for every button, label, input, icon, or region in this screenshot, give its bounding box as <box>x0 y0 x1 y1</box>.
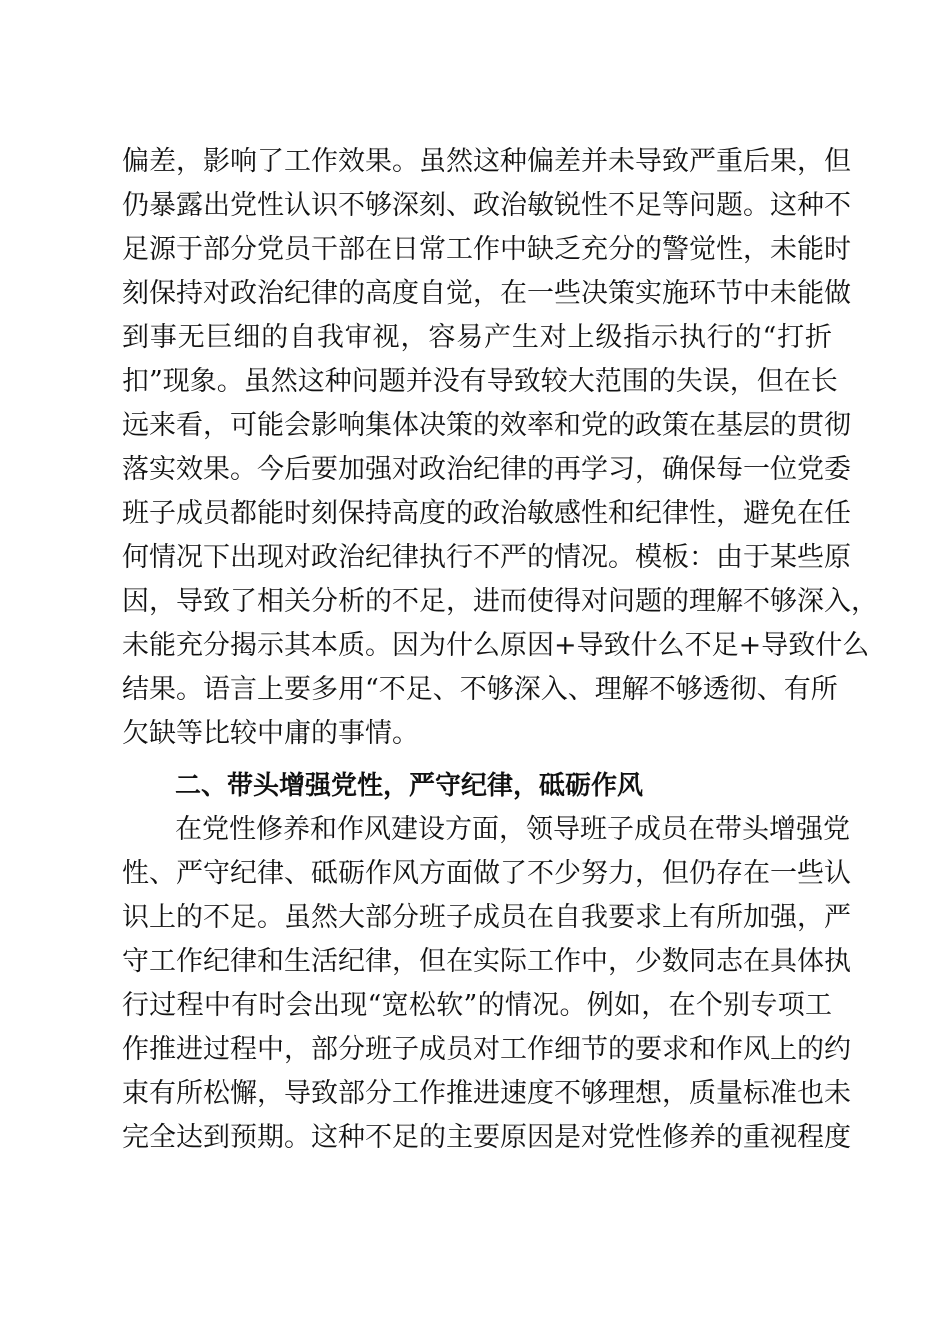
body-text-line: 在党性修养和作风建设方面，领导班子成员在带头增强党 <box>175 814 850 845</box>
body-text-line: 落实效果。今后要加强对政治纪律的再学习，确保每一位党委 <box>122 454 851 485</box>
body-text-line: 仍暴露出党性认识不够深刻、政治敏锐性不足等问题。这种不 <box>122 190 851 221</box>
body-text-line: 欠缺等比较中庸的事情。 <box>122 718 419 749</box>
body-text-line: 性、严守纪律、砥砺作风方面做了不少努力，但仍存在一些认 <box>122 858 851 889</box>
body-text-line: 偏差，影响了工作效果。虽然这种偏差并未导致严重后果，但 <box>122 146 851 177</box>
body-text-line: 作推进过程中，部分班子成员对工作细节的要求和作风上的约 <box>122 1034 851 1065</box>
body-text-line: 何情况下出现对政治纪律执行不严的情况。模板：由于某些原 <box>122 542 851 573</box>
body-text-line: 束有所松懈，导致部分工作推进速度不够理想，质量标准也未 <box>122 1078 851 1109</box>
body-text-line: 班子成员都能时刻保持高度的政治敏感性和纪律性，避免在任 <box>122 498 851 529</box>
body-text-line: 足源于部分党员干部在日常工作中缺乏充分的警觉性，未能时 <box>122 234 851 265</box>
body-text-line: 行过程中有时会出现“宽松软”的情况。例如，在个别专项工 <box>122 990 832 1021</box>
body-text-line: 结果。语言上要多用“不足、不够深入、理解不够透彻、有所 <box>122 674 838 705</box>
body-text-line: 远来看，可能会影响集体决策的效率和党的政策在基层的贯彻 <box>122 410 851 441</box>
body-text-line: 未能充分揭示其本质。因为什么原因+导致什么不足+导致什么 <box>122 630 870 661</box>
body-text-line: 守工作纪律和生活纪律，但在实际工作中，少数同志在具体执 <box>122 946 851 977</box>
body-text-line: 完全达到预期。这种不足的主要原因是对党性修养的重视程度 <box>122 1122 851 1153</box>
body-text-line: 刻保持对政治纪律的高度自觉，在一些决策实施环节中未能做 <box>122 278 851 309</box>
body-text-line: 因，导致了相关分析的不足，进而使得对问题的理解不够深入， <box>122 586 878 617</box>
body-text-line: 识上的不足。虽然大部分班子成员在自我要求上有所加强，严 <box>122 902 851 933</box>
section-heading: 二、带头增强党性，严守纪律，砥砺作风 <box>175 771 644 801</box>
body-text-line: 扣”现象。虽然这种问题并没有导致较大范围的失误，但在长 <box>122 366 838 397</box>
body-text-line: 到事无巨细的自我审视，容易产生对上级指示执行的“打折 <box>122 322 832 353</box>
